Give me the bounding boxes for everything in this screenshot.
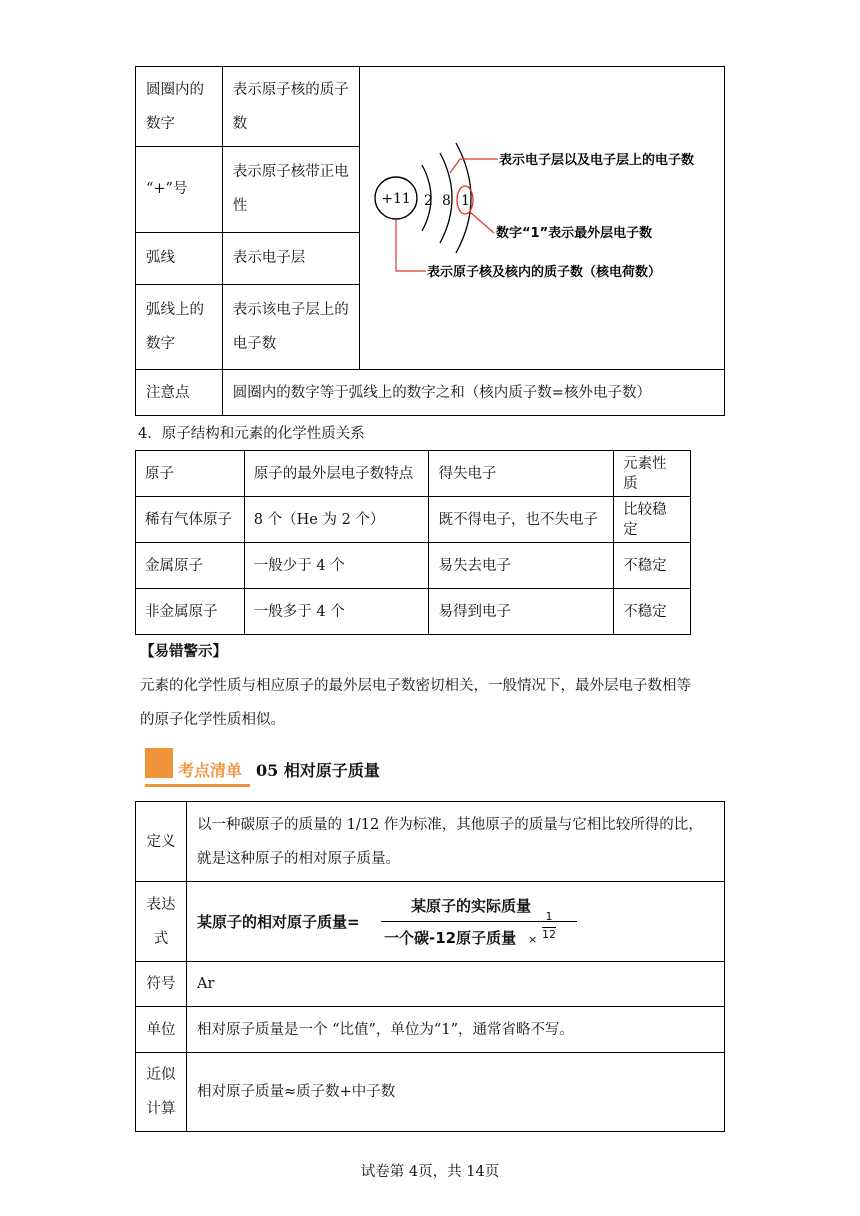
relative-mass-formula [197,883,714,961]
table-header: 元素性质 [614,451,691,497]
table-cell: 不稳定 [614,543,691,589]
atom-structure-table [135,66,725,416]
nucleus-annotation: 表示原子核及核内的质子数（核电荷数） [427,265,662,280]
formula-small-frac-num: 1 [545,909,553,923]
unit-value: 相对原子质量是一个 “比值”，单位为“1”，通常省略不写。 [187,1007,725,1053]
formula-left: 某原子的相对原子质量= [197,912,360,931]
row-desc: 表示该电子层上的电子数 [222,284,359,369]
table-cell: 一般多于 4 个 [244,589,429,635]
approx-label-1: 近似 [146,1067,176,1083]
atom-diagram-cell [360,67,725,370]
table-cell: 一般少于 4 个 [244,543,429,589]
row-label: 弧线 [136,232,223,284]
section-5-title: 05 相对原子质量 [256,761,380,780]
shell-3-number: 1 [461,193,470,209]
symbol-label: 符号 [136,962,187,1007]
row-label: 圆圈内的数字 [136,67,223,147]
expr-label-2: 式 [153,930,169,947]
row-label: “+”号 [136,147,223,232]
shell-2-number: 8 [442,193,451,209]
table-cell: 易失去电子 [429,543,614,589]
table-cell: 金属原子 [136,543,245,589]
def-label: 定义 [136,802,187,882]
warning-line-1: 元素的化学性质与相应原子的最外层电子数密切相关，一般情况下，最外层电子数相等 [140,678,691,694]
section-4-heading: 4．原子结构和元素的化学性质关系 [138,426,365,442]
table-cell: 非金属原子 [136,589,245,635]
table-header: 原子 [136,451,245,497]
table-row [136,497,691,543]
formula-denominator: 一个碳-12原子质量 [384,928,517,947]
warning-line-2: 的原子化学性质相似。 [140,712,285,728]
shells-annotation: 表示电子层以及电子层上的电子数 [499,153,695,168]
formula-cell [187,882,725,962]
def-line-2: 就是这种原子的相对原子质量。 [197,850,400,867]
formula-times: × [528,932,538,946]
table-header: 原子的最外层电子数特点 [244,451,429,497]
atom-property-table [135,450,691,635]
table-row [136,589,691,635]
table-header: 得失电子 [429,451,614,497]
formula-numerator: 某原子的实际质量 [411,896,532,915]
note-label: 注意点 [136,370,223,416]
row-label: 弧线上的数字 [136,284,223,369]
approx-label-2: 计算 [146,1101,176,1117]
def-line-1: 以一种碳原子的质量的 1/12 作为标准，其他原子的质量与它相比较所得的比， [197,816,703,833]
nucleus-label: +11 [381,191,411,207]
table-row [136,543,691,589]
row-desc: 表示电子层 [222,232,359,284]
outer-shell-annotation: 数字“1”表示最外层电子数 [496,226,653,241]
table-cell: 易得到电子 [429,589,614,635]
formula-small-frac-den: 12 [542,927,556,941]
row-desc: 表示原子核的质子数 [222,67,359,147]
warning-title: 【易错警示】 [140,643,227,660]
table-cell: 既不得电子，也不失电子 [429,497,614,543]
table-cell: 比较稳定 [614,497,691,543]
unit-label: 单位 [136,1007,187,1053]
row-desc: 表示原子核带正电性 [222,147,359,232]
section-badge-text: 考点清单 [178,761,243,780]
atom-structure-diagram [360,67,724,369]
shell-1-number: 2 [424,193,433,209]
table-cell: 8 个（He 为 2 个） [244,497,429,543]
symbol-value: Ar [187,962,725,1007]
page-footer: 试卷第 4页，共 14页 [360,1164,500,1180]
section-badge-block [145,748,173,778]
approx-value: 相对原子质量≈质子数+中子数 [187,1053,725,1132]
note-text: 圆圈内的数字等于弧线上的数字之和（核内质子数=核外电子数） [222,370,724,416]
relative-atomic-mass-table [135,801,725,1132]
expr-label-1: 表达 [146,896,176,913]
table-cell: 稀有气体原子 [136,497,245,543]
section-badge-underline [145,784,250,787]
table-cell: 不稳定 [614,589,691,635]
